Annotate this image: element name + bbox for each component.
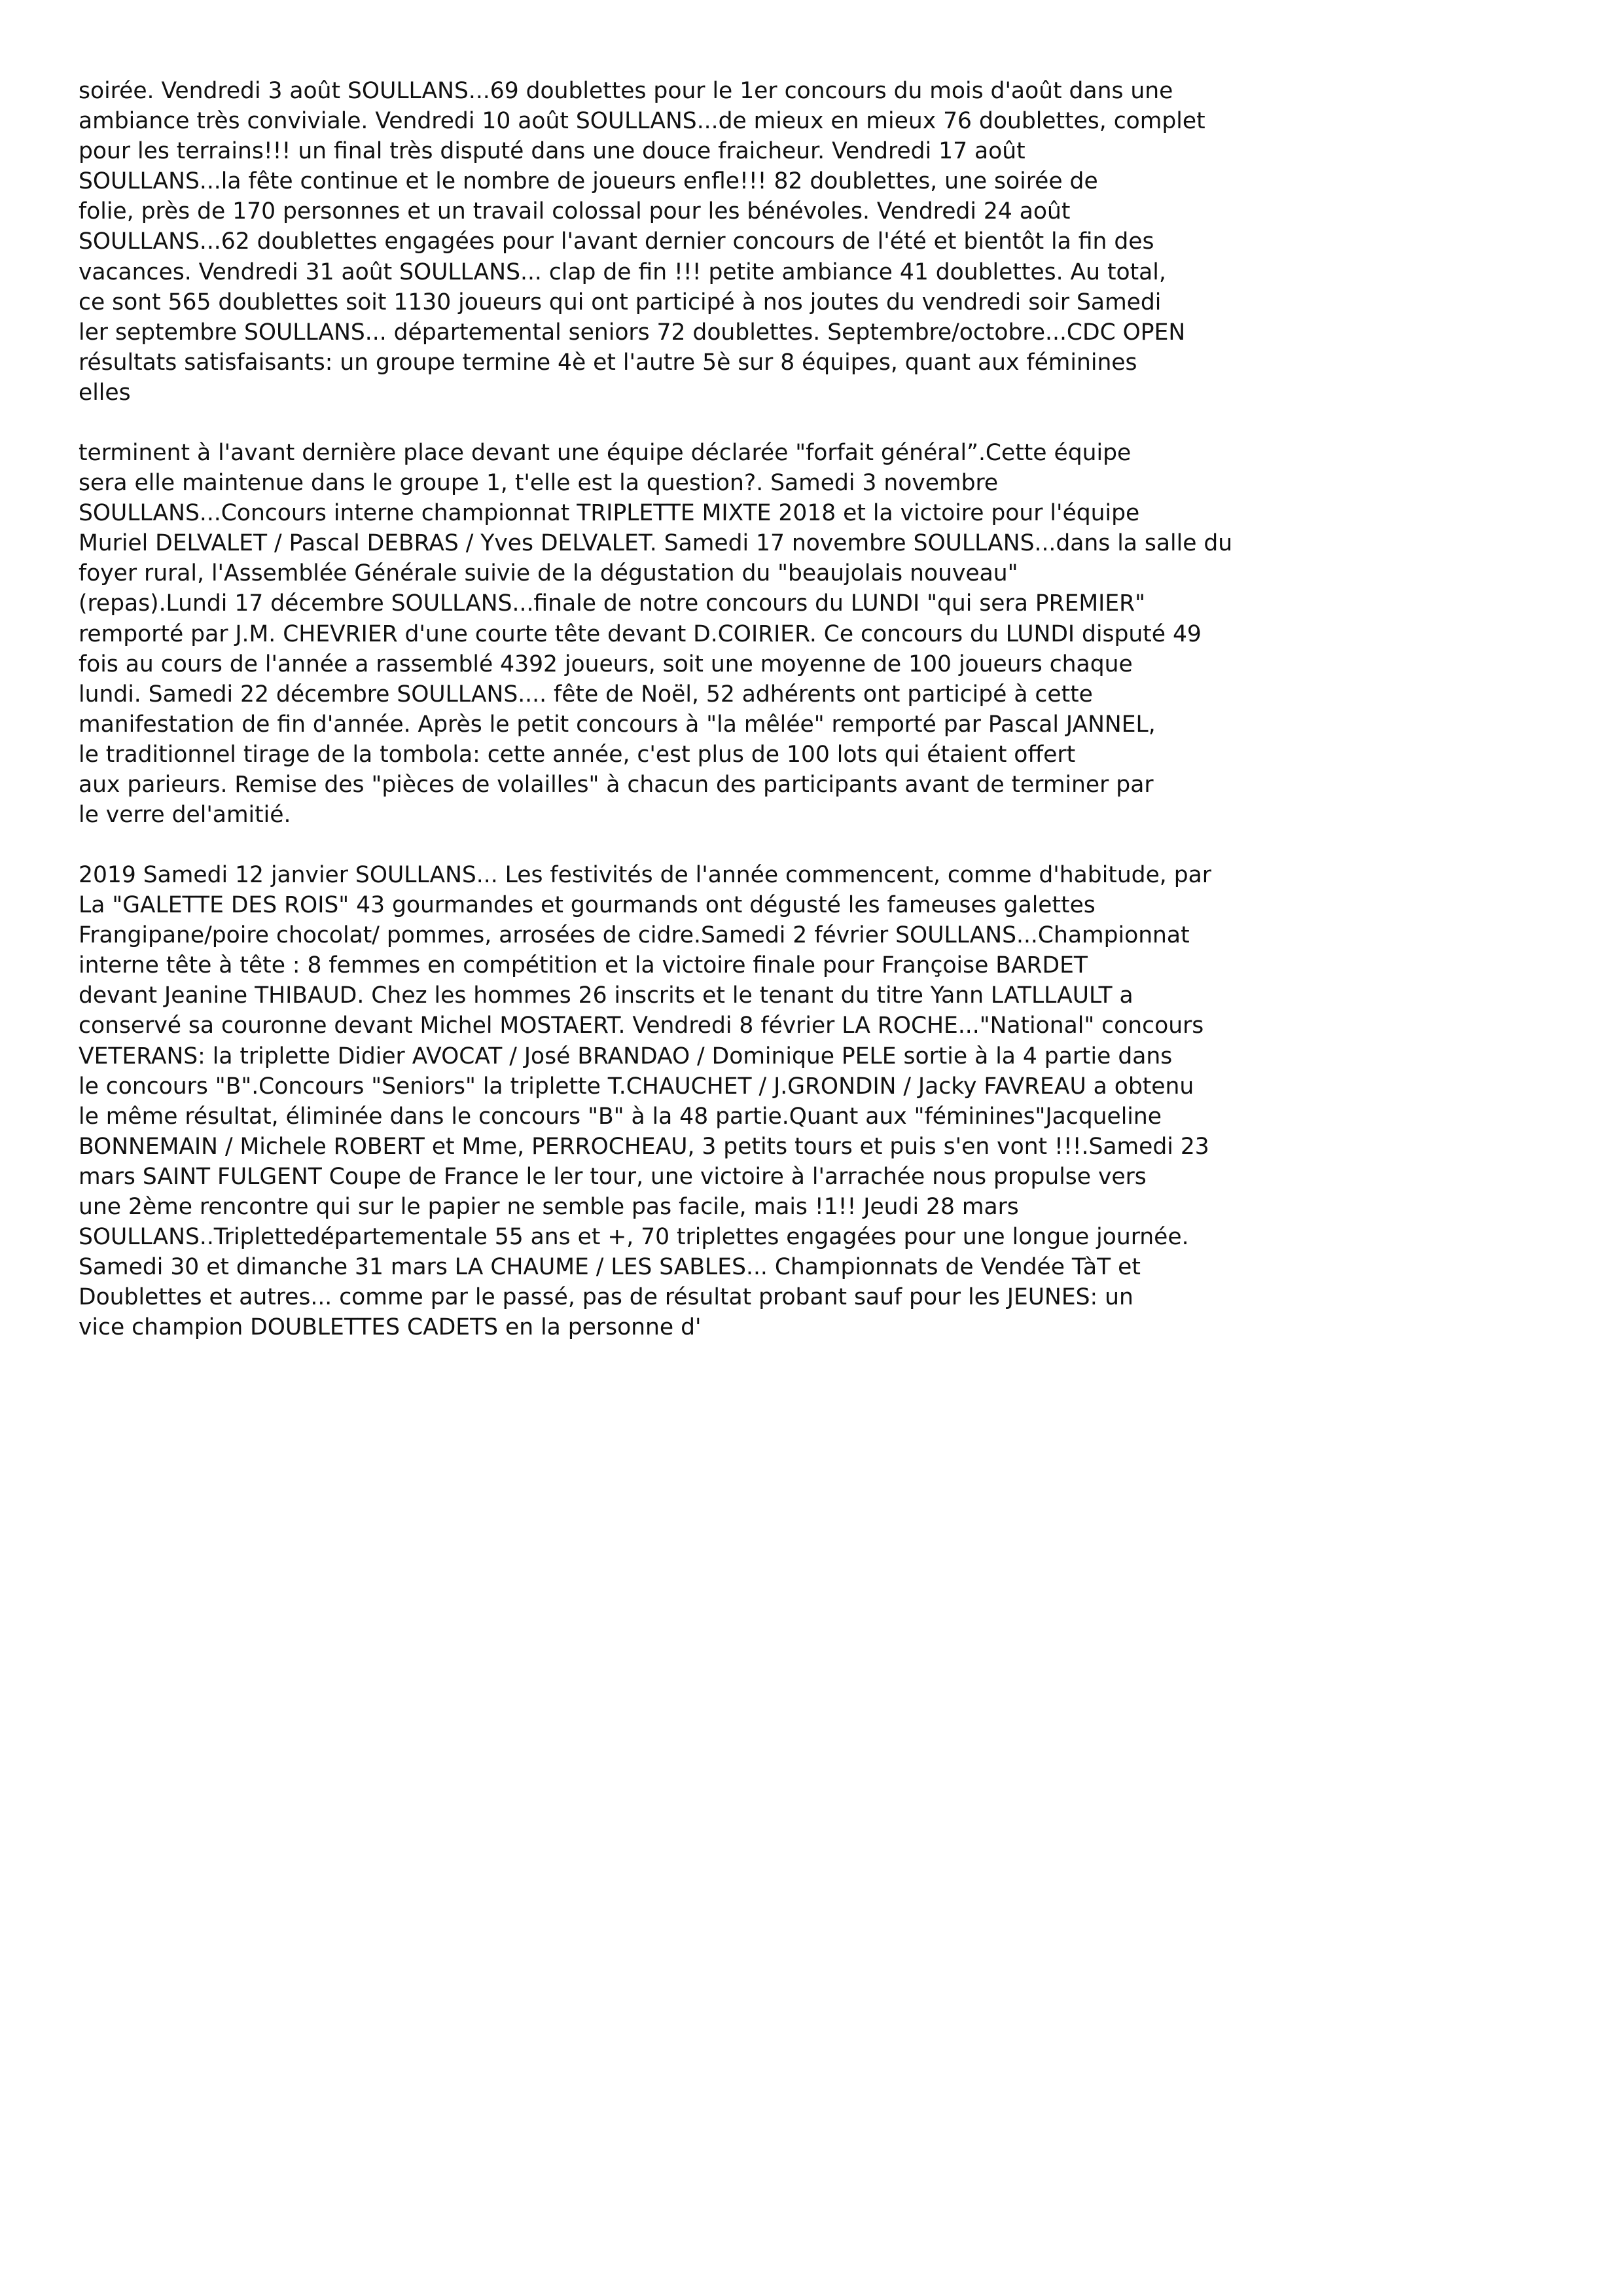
text-line: ambiance très conviviale. Vendredi 10 août SOULLANS...de mieux en mieux 76 doublettes, complet bbox=[79, 108, 1205, 135]
text-line: elles bbox=[79, 379, 131, 406]
text-line: foyer rural, l'Assemblée Générale suivie de la dégustation du "beaujolais nouveau" bbox=[79, 560, 1018, 587]
text-line: La "GALETTE DES ROIS" 43 gourmandes et gourmands ont dégusté les fameuses galettes bbox=[79, 892, 1096, 919]
text-line: vacances. Vendredi 31 août SOULLANS... clap de fin !!! petite ambiance 41 doublettes. Au total, bbox=[79, 259, 1166, 285]
text-line: pour les terrains!!! un final très disputé dans une douce fraicheur. Vendredi 17 août bbox=[79, 138, 1026, 165]
text-line: VETERANS: la triplette Didier AVOCAT / José BRANDAO / Dominique PELE sortie à la 4 partie dans bbox=[79, 1043, 1173, 1069]
text-line: SOULLANS...Concours interne championnat TRIPLETTE MIXTE 2018 et la victoire pour l'équipe bbox=[79, 500, 1140, 527]
text-line: SOULLANS..Triplettedépartementale 55 ans et +, 70 triplettes engagées pour une longue journée. bbox=[79, 1224, 1189, 1251]
text-line: remporté par J.M. CHEVRIER d'une courte tête devant D.COIRIER. Ce concours du LUNDI disputé 49 bbox=[79, 620, 1202, 647]
text-line: 2019 Samedi 12 janvier SOULLANS... Les festivités de l'année commencent, comme d'habitude, par bbox=[79, 862, 1211, 888]
text-line: ce sont 565 doublettes soit 1130 joueurs qui ont participé à nos joutes du vendredi soir Samedi bbox=[79, 289, 1162, 315]
text-line: une 2ème rencontre qui sur le papier ne semble pas facile, mais !1!! Jeudi 28 mars bbox=[79, 1194, 1019, 1221]
text-line: interne tête à tête : 8 femmes en compétition et la victoire finale pour Françoise BARDET bbox=[79, 952, 1088, 979]
text-line: lundi. Samedi 22 décembre SOULLANS.... fête de Noël, 52 adhérents ont participé à cette bbox=[79, 681, 1093, 708]
paragraph bbox=[79, 860, 1387, 1343]
text-line: le concours "B".Concours "Seniors" la triplette T.CHAUCHET / J.GRONDIN / Jacky FAVREAU a obtenu bbox=[79, 1073, 1194, 1100]
text-line: Doublettes et autres... comme par le passé, pas de résultat probant sauf pour les JEUNES: un bbox=[79, 1284, 1133, 1311]
paragraph bbox=[79, 438, 1387, 830]
text-line: sera elle maintenue dans le groupe 1, t'elle est la question?. Samedi 3 novembre bbox=[79, 470, 999, 497]
text-line: aux parieurs. Remise des "pièces de volailles" à chacun des participants avant de terminer par bbox=[79, 772, 1154, 798]
text-line: Samedi 30 et dimanche 31 mars LA CHAUME / LES SABLES... Championnats de Vendée TàT et bbox=[79, 1254, 1141, 1281]
text-line: fois au cours de l'année a rassemblé 4392 joueurs, soit une moyenne de 100 joueurs chaque bbox=[79, 651, 1133, 677]
text-line: ler septembre SOULLANS... départemental seniors 72 doublettes. Septembre/octobre...CDC OPEN bbox=[79, 319, 1186, 346]
text-line: mars SAINT FULGENT Coupe de France le ler tour, une victoire à l'arrachée nous propulse vers bbox=[79, 1163, 1147, 1190]
text-line: SOULLANS...62 doublettes engagées pour l'avant dernier concours de l'été et bientôt la fin des bbox=[79, 228, 1154, 255]
text-line: le traditionnel tirage de la tombola: cette année, c'est plus de 100 lots qui étaient offert bbox=[79, 741, 1076, 768]
text-line: BONNEMAIN / Michele ROBERT et Mme, PERROCHEAU, 3 petits tours et puis s'en vont !!!.Samedi 23 bbox=[79, 1133, 1209, 1160]
text-line: soirée. Vendredi 3 août SOULLANS...69 doublettes pour le 1er concours du mois d'août dans une bbox=[79, 78, 1173, 104]
text-line: folie, près de 170 personnes et un travail colossal pour les bénévoles. Vendredi 24 août bbox=[79, 198, 1071, 225]
paragraph bbox=[79, 76, 1387, 408]
text-line: le même résultat, éliminée dans le concours "B" à la 48 partie.Quant aux "féminines"Jacqueline bbox=[79, 1103, 1162, 1130]
text-line: Muriel DELVALET / Pascal DEBRAS / Yves DELVALET. Samedi 17 novembre SOULLANS...dans la salle du bbox=[79, 530, 1233, 557]
text-line: SOULLANS...la fête continue et le nombre de joueurs enfle!!! 82 doublettes, une soirée de bbox=[79, 168, 1098, 195]
text-line: Frangipane/poire chocolat/ pommes, arrosées de cidre.Samedi 2 février SOULLANS...Championnat bbox=[79, 922, 1190, 949]
text-line: conservé sa couronne devant Michel MOSTAERT. Vendredi 8 février LA ROCHE..."National" concours bbox=[79, 1013, 1204, 1039]
text-line: devant Jeanine THIBAUD. Chez les hommes 26 inscrits et le tenant du titre Yann LATLLAULT a bbox=[79, 982, 1133, 1009]
text-line: vice champion DOUBLETTES CADETS en la personne d' bbox=[79, 1314, 702, 1341]
text-line: le verre del'amitié. bbox=[79, 802, 291, 829]
text-line: terminent à l'avant dernière place devant une équipe déclarée "forfait général”.Cette équipe bbox=[79, 440, 1132, 466]
text-line: résultats satisfaisants: un groupe termine 4è et l'autre 5è sur 8 équipes, quant aux féminines bbox=[79, 349, 1137, 376]
text-line: manifestation de fin d'année. Après le petit concours à "la mêlée" remporté par Pascal JANNEL, bbox=[79, 711, 1156, 738]
text-line: (repas).Lundi 17 décembre SOULLANS...finale de notre concours du LUNDI "qui sera PREMIER" bbox=[79, 590, 1145, 617]
